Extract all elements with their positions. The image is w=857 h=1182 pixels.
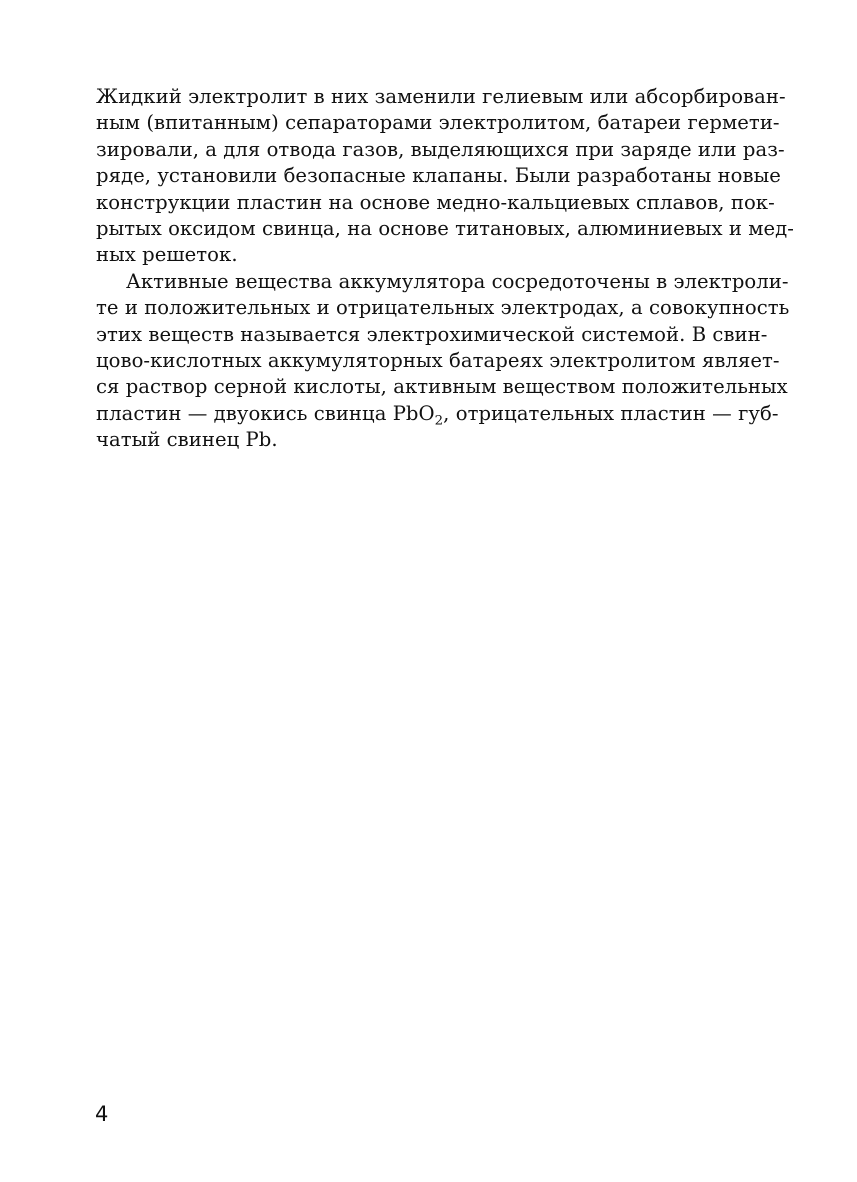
text-line: Жидкий электролит в них заменили гелиевым или абсорбирован- [96,85,786,108]
text-line: ся раствор серной кислоты, активным веществом положительных [96,375,788,399]
text-line: этих веществ называется электрохимической системой. В свин- [96,322,768,346]
text-line: цово-кислотных аккумуляторных батареях электролитом являет- [96,348,780,372]
text-line: рытых оксидом свинца, на основе титановых, алюминиевых и мед- [96,216,794,240]
formula-line [96,401,779,429]
text-line: ряде, установили безопасные клапаны. Были разработаны новые [96,164,781,188]
text-line: чатый свинец Pb. [96,428,278,452]
page-number: 4 [95,1102,109,1126]
formula-subscript: 2 [434,413,444,429]
text-line: ных решеток. [96,243,238,267]
formula-after: , отрицательных пластин — губ- [443,401,779,425]
text-line: те и положительных и отрицательных электродах, а совокупность [96,296,790,320]
formula-before: пластин — двуокись свинца PbO [96,401,435,425]
paragraph-2 [96,269,790,454]
text-line: конструкции пластин на основе медно-кальциевых сплавов, пок- [96,190,775,214]
text-line: зировали, а для отвода газов, выделяющихся при заряде или раз- [96,137,785,161]
page-body [96,84,794,453]
paragraph-1 [96,84,794,269]
text-line: ным (впитанным) сепараторами электролитом, батареи гермети- [96,111,780,135]
text-line: Активные вещества аккумулятора сосредоточены в электроли- [126,269,789,293]
